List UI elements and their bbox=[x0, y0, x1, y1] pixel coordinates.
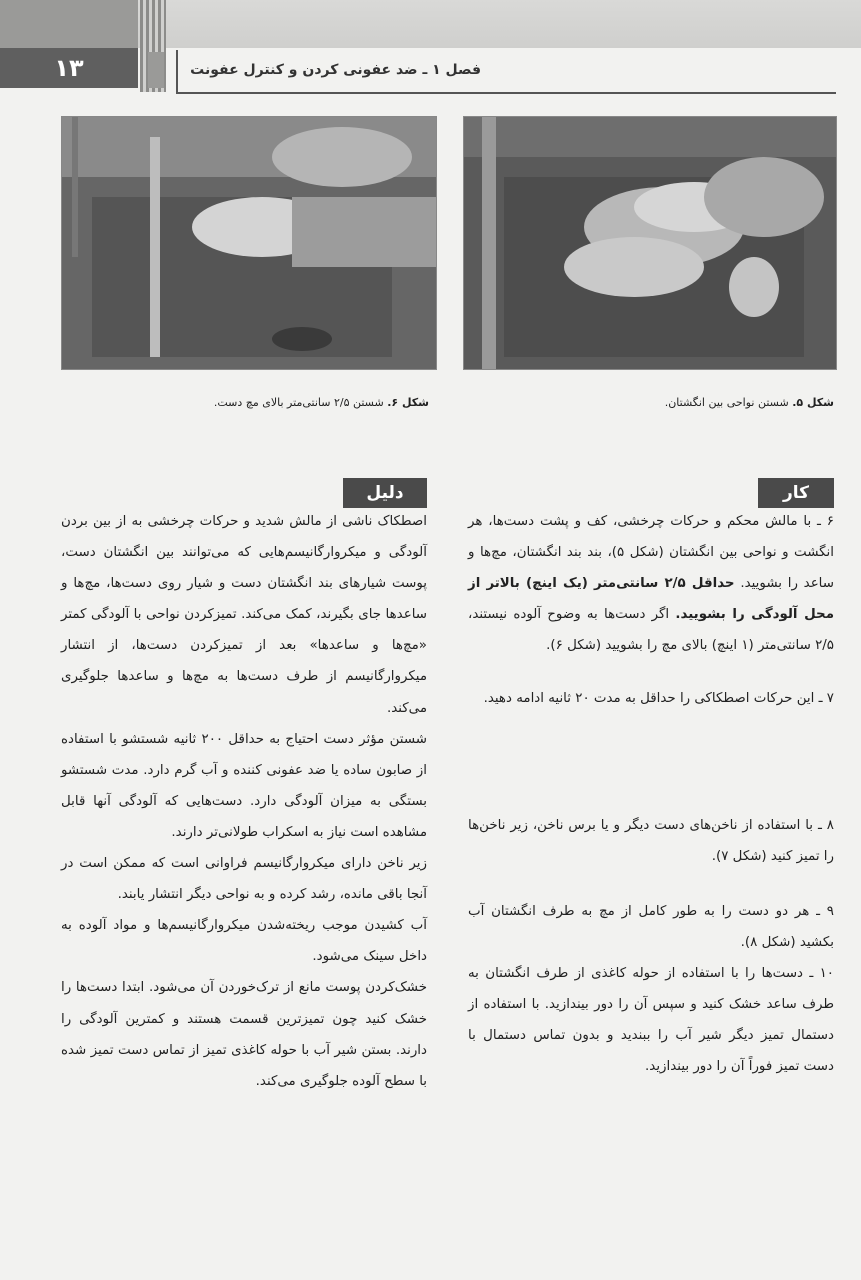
figure-5-caption bbox=[665, 396, 834, 409]
action-section-tab: کار bbox=[758, 478, 834, 508]
figure-5-text: شستن نواحی بین انگشتان. bbox=[664, 396, 789, 409]
spacer bbox=[468, 661, 834, 683]
step-6-text-end: اگر دست‌ها به وضوح آلوده نیستند، ۲/۵ سانتی‌متر (۱ اینچ) بالای مچ را بشویید (شکل ۶). bbox=[468, 607, 834, 653]
actions-column bbox=[468, 506, 834, 1082]
step-6 bbox=[468, 506, 834, 661]
figure-6-text: شستن ۲/۵ سانتی‌متر بالای مچ دست. bbox=[213, 396, 384, 409]
figure-5-label: شکل ۵. bbox=[792, 396, 834, 409]
step-7: ۷ ـ این حرکات اصطکاکی را حداقل به مدت ۲۰ ثانیه ادامه دهید. bbox=[483, 691, 834, 706]
spacer bbox=[468, 872, 834, 896]
spacer bbox=[468, 714, 834, 810]
step-6-text: ۶ ـ با مالش محکم و حرکات چرخشی، کف و پشت دست‌ها، هر انگشت و نواحی بین انگشتان (شکل ۵)، بند بند انگشتان، مچ‌ها و ساعد را بشویید. bbox=[468, 514, 834, 591]
figure-6-label: شکل ۶. bbox=[387, 396, 429, 409]
reason-5: خشک‌کردن پوست مانع از ترک‌خوردن آن می‌شود. ابتدا دست‌ها را خشک کنید چون تمیزترین قسمت هستند و کمترین آلودگی را دارند. بستن شیر آب با حوله کاغذی تمیز از تماس دست تمیز شده با سطح آلوده جلوگیری می‌کند. bbox=[61, 980, 427, 1089]
figure-6-photo bbox=[61, 116, 437, 370]
reason-4: آب کشیدن موجب ریخته‌شدن میکروارگانیسم‌ها و مواد آلوده به داخل سینک می‌شود. bbox=[61, 918, 427, 965]
step-10: ۱۰ ـ دست‌ها را با استفاده از حوله کاغذی از طرف انگشتان به طرف ساعد خشک کنید و سپس آن را دور بیندازید. با استفاده از دستمال تمیز دیگر شیر آب را ببندید و بدون تماس دستمال با دست تمیز فوراً آن را دور بیندازید. bbox=[468, 966, 834, 1074]
reason-2: شستن مؤثر دست احتیاج به حداقل ۲۰۰ ثانیه شستشو با استفاده از صابون ساده یا ضد عفونی کننده و آب گرم دارد. مدت شستشو بستگی به میزان آلودگی دارد. دست‌هایی که آلودگی آنها قابل مشاهده است نیاز به اسکراب طولانی‌تر دارند. bbox=[61, 731, 427, 840]
reasons-column bbox=[61, 506, 427, 1097]
reason-1: اصطکاک ناشی از مالش شدید و حرکات چرخشی به از بین بردن آلودگی و میکروارگانیسم‌هایی که می‌توانند بین انگشتان دست، پوست شیارهای بند انگشتان دست و شیار روی دست‌ها، مچ‌ها و ساعدها جای بگیرند، کمک می‌کند. تمیزکردن نواحی با آلودگی کمتر «مچ‌ها و ساعدها» بعد از تمیزکردن دست‌ها، از انتشار میکروارگانیسم از طرف دست‌ها به مچ‌ها و ساعدها جلوگیری می‌کند. bbox=[61, 514, 427, 716]
step-8: ۸ ـ با استفاده از ناخن‌های دست دیگر و یا برس ناخن، زیر ناخن‌ها را تمیز کنید (شکل ۷). bbox=[468, 818, 834, 864]
reason-3: زیر ناخن دارای میکروارگانیسم فراوانی است که ممکن است در آنجا باقی مانده، رشد کرده و به نواحی دیگر انتشار یابند. bbox=[61, 856, 427, 903]
figure-5-photo bbox=[463, 116, 837, 370]
step-9: ۹ ـ هر دو دست را به طور کامل از مچ به طرف انگشتان آب بکشید (شکل ۸). bbox=[468, 904, 834, 950]
spine-block bbox=[148, 52, 164, 88]
header-corner-block bbox=[0, 0, 138, 48]
step-6-emphasis: حداقل ۲/۵ سانتی‌متر (یک اینچ) بالاتر از محل آلودگی را بشویید. bbox=[468, 576, 834, 622]
figure-6-caption bbox=[214, 396, 429, 409]
chapter-title: فصل ۱ ـ ضد عفونی کردن و کنترل عفونت bbox=[190, 62, 481, 78]
page-number: ۱۳ bbox=[0, 48, 138, 88]
reason-section-tab: دلیل bbox=[343, 478, 427, 508]
